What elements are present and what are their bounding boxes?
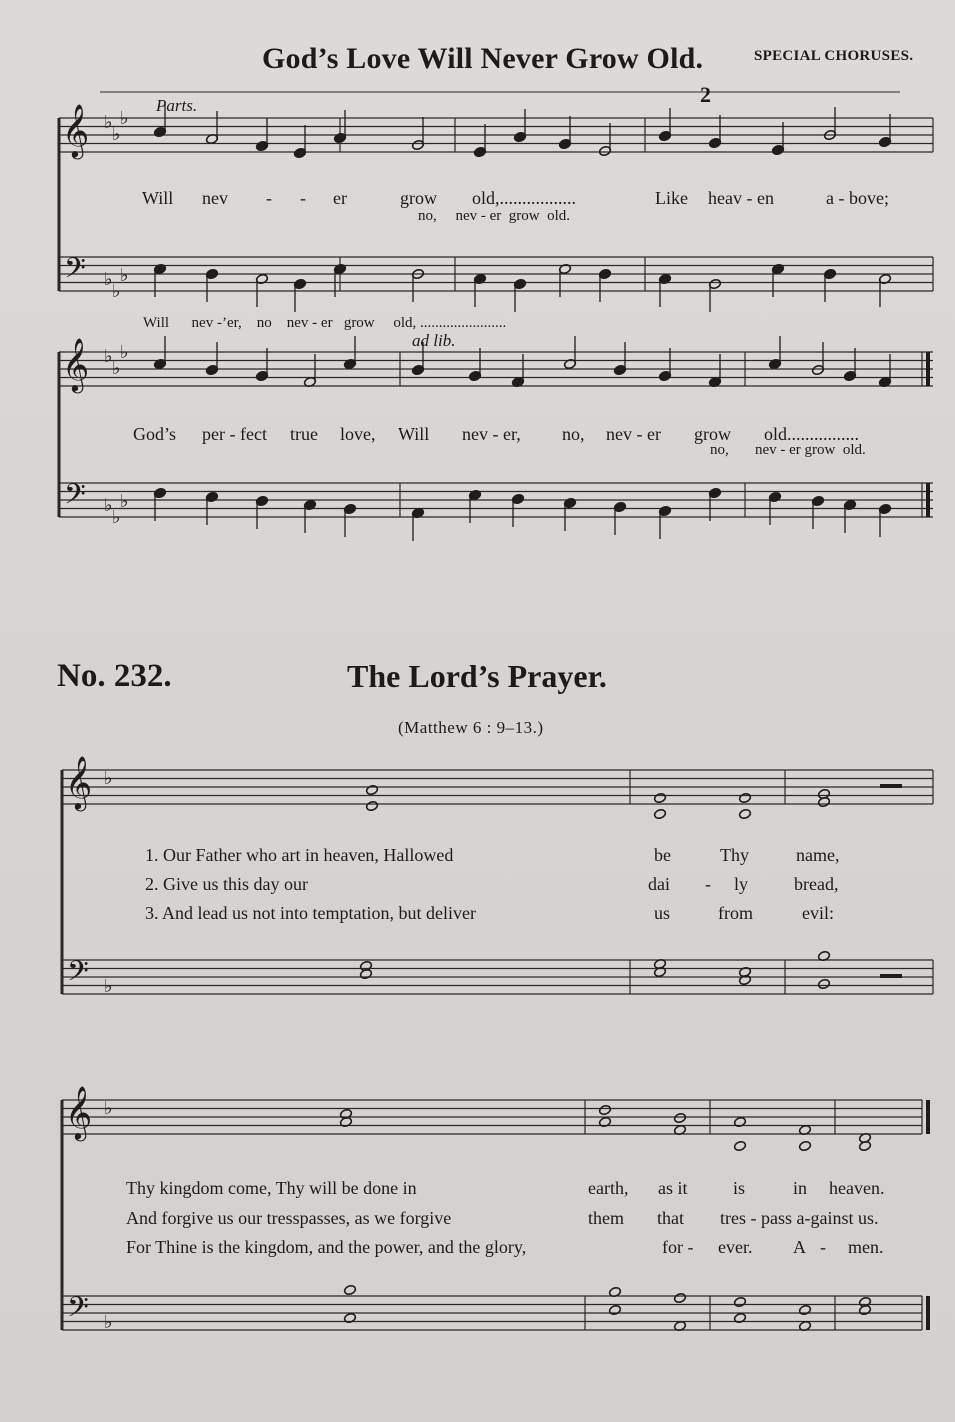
lyric: nev - er — [606, 424, 661, 444]
svg-text:♭: ♭ — [104, 768, 113, 789]
lyric: - — [300, 188, 306, 208]
verse-syllable: tres - pass a-gainst us. — [720, 1208, 879, 1228]
svg-text:♭: ♭ — [104, 1312, 113, 1333]
tempo-marking: Parts. — [156, 96, 198, 115]
verse-text: And forgive us our tresspasses, as we forgive — [126, 1208, 452, 1228]
svg-text:♭: ♭ — [104, 112, 113, 133]
section-label: SPECIAL CHORUSES. — [754, 48, 914, 64]
verse-syllable: - — [705, 874, 711, 894]
svg-text:♭: ♭ — [112, 358, 121, 379]
svg-text:♭: ♭ — [104, 1098, 113, 1119]
lyric-alto: no, nev - er grow old. — [418, 208, 571, 224]
verse-syllable: be — [654, 845, 671, 865]
svg-text:♭: ♭ — [104, 346, 113, 367]
svg-text:♭: ♭ — [120, 491, 129, 512]
lyric-alto: no, nev - er grow old. — [710, 442, 866, 458]
chorus-title: God’s Love Will Never Grow Old. — [262, 42, 704, 75]
verse-syllable: men. — [848, 1237, 884, 1257]
svg-text:𝄞: 𝄞 — [62, 337, 90, 391]
lyric: nev - er, — [462, 424, 521, 444]
verse-text: Thy kingdom come, Thy will be done in — [126, 1178, 417, 1198]
lyric: - — [266, 188, 272, 208]
svg-text:♭: ♭ — [104, 495, 113, 516]
svg-text:♭: ♭ — [112, 124, 121, 145]
svg-text:𝄢: 𝄢 — [64, 252, 86, 292]
lyric: no, — [562, 424, 585, 444]
lyric-bass: Will nev -’er, no nev - er grow old, ....................... — [143, 315, 507, 331]
verse-syllable: evil: — [802, 903, 834, 923]
lyric: Will — [398, 424, 430, 444]
lyric: er — [333, 188, 347, 208]
verse-syllable: heaven. — [829, 1178, 885, 1198]
svg-text:𝄢: 𝄢 — [67, 1291, 89, 1331]
lyric: grow — [400, 188, 437, 208]
hymn-title: The Lord’s Prayer. — [347, 658, 607, 694]
verse-syllable: dai — [648, 874, 670, 894]
verse-syllable: bread, — [794, 874, 839, 894]
verse-text: 3. And lead us not into temptation, but deliver — [145, 903, 476, 923]
verse-syllable: in — [793, 1178, 808, 1198]
lyric: Will — [142, 188, 174, 208]
verse-syllable: A — [793, 1237, 806, 1257]
verse-syllable: ly — [734, 874, 749, 894]
lyric: God’s — [133, 424, 177, 444]
svg-text:𝄞: 𝄞 — [65, 1085, 93, 1139]
verse-syllable: is — [733, 1178, 746, 1198]
svg-text:♭: ♭ — [112, 507, 121, 528]
lyric: nev — [202, 188, 228, 208]
hymn-number: No. 232. — [57, 658, 172, 694]
svg-text:♭: ♭ — [120, 108, 129, 129]
lyric: a - bove; — [826, 188, 889, 208]
lyric: old................ — [764, 424, 860, 444]
verse-syllable: from — [718, 903, 753, 923]
svg-text:♭: ♭ — [120, 342, 129, 363]
verse-syllable: name, — [796, 845, 840, 865]
verse-syllable: Thy — [720, 845, 749, 865]
svg-text:♭: ♭ — [104, 976, 113, 997]
svg-text:𝄢: 𝄢 — [67, 955, 89, 995]
svg-text:♭: ♭ — [112, 281, 121, 302]
verse-text: 2. Give us this day our — [145, 874, 308, 894]
lyric: old,................. — [472, 188, 577, 208]
svg-text:♭: ♭ — [104, 269, 113, 290]
svg-text:𝄞: 𝄞 — [65, 755, 93, 809]
verse-syllable: them — [588, 1208, 624, 1228]
lyric: true — [290, 424, 318, 444]
verse-syllable: us — [654, 903, 671, 923]
scripture-reference: (Matthew 6 : 9–13.) — [398, 718, 544, 737]
svg-text:♭: ♭ — [120, 265, 129, 286]
lyric: per - fect — [202, 424, 267, 444]
expression-marking: ad lib. — [412, 331, 456, 350]
svg-text:𝄞: 𝄞 — [62, 103, 90, 157]
verse-syllable: earth, — [588, 1178, 629, 1198]
lyric: heav - en — [708, 188, 774, 208]
lyric: love, — [340, 424, 376, 444]
lyric: grow — [694, 424, 731, 444]
verse-syllable: ever. — [718, 1237, 753, 1257]
verse-syllable: for - — [662, 1237, 694, 1257]
page-number: 2 — [700, 82, 711, 107]
lyric: Like — [655, 188, 688, 208]
verse-text: For Thine is the kingdom, and the power, and the glory, — [126, 1237, 527, 1257]
verse-syllable: that — [657, 1208, 684, 1228]
verse-syllable: - — [820, 1237, 826, 1257]
verse-text: 1. Our Father who art in heaven, Hallowed — [145, 845, 454, 865]
svg-text:𝄢: 𝄢 — [64, 478, 86, 518]
verse-syllable: as it — [658, 1178, 688, 1198]
